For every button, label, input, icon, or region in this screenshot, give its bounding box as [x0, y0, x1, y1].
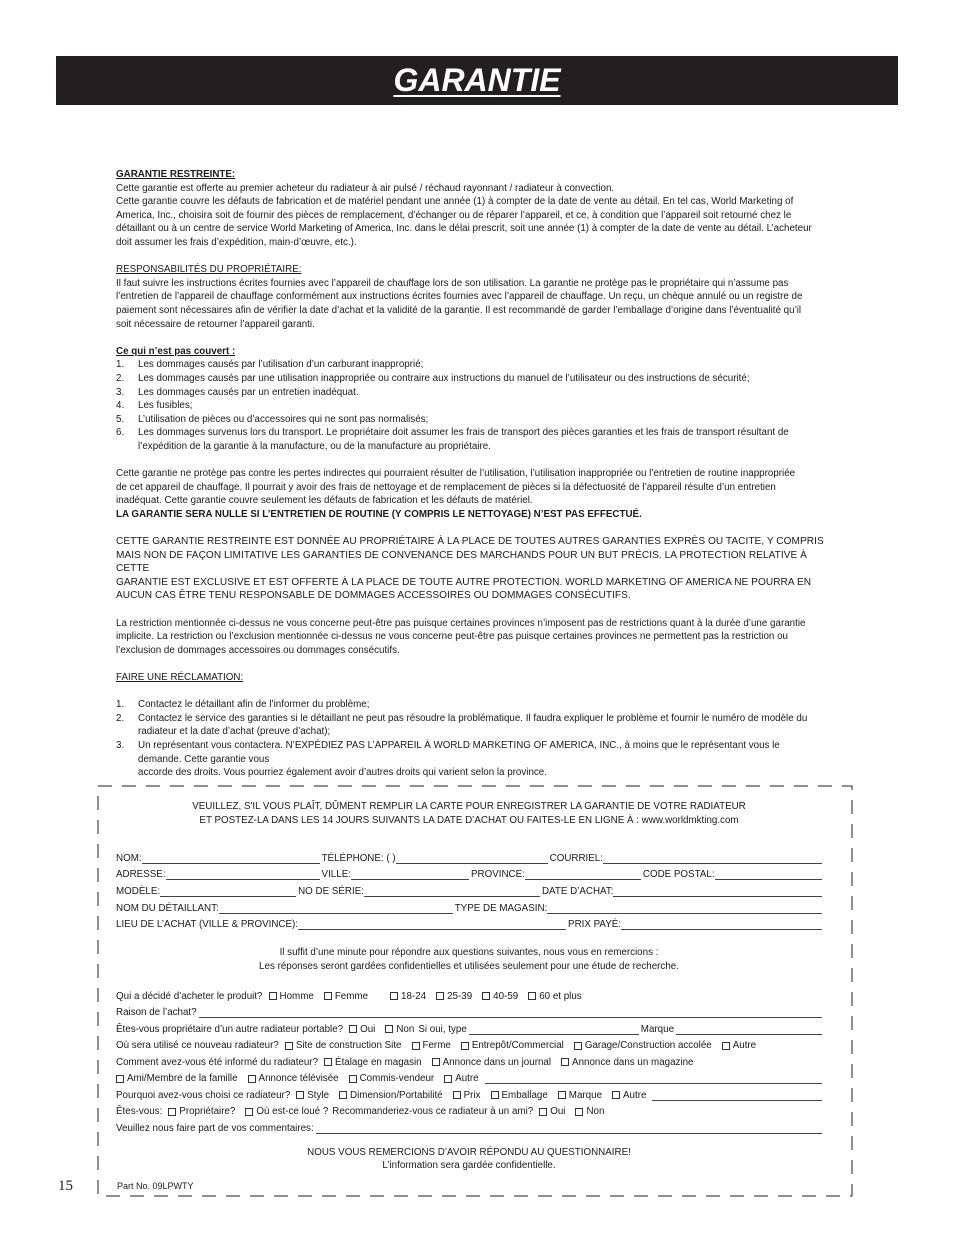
code-postal-label: CODE POSTAL: [642, 869, 715, 881]
checkbox[interactable] [432, 1058, 440, 1066]
responsabilites-line: l’entretien de l’appareil de chauffage conformément aux instructions écrites fournies avec l’appareil de chauffage. Un reçu, un chèque annulé ou un registre de [116, 291, 803, 303]
question-row [116, 1084, 822, 1101]
checkbox[interactable] [349, 1075, 357, 1083]
list-item: 2. Contactez le service des garanties si le détaillant ne peut pas résoudre la problématique. Il faudra expliquer le problème et fournir le numéro de modèle du radiateur et la date d’achat (preuve d’achat); [116, 712, 808, 738]
checkbox[interactable] [168, 1108, 176, 1116]
reclamation-heading: FAIRE UNE RÉCLAMATION: [116, 671, 244, 683]
warranty-text [116, 168, 826, 780]
checkbox-option[interactable]: Où est-ce loué ? [239, 1106, 328, 1117]
checkbox-option[interactable]: Autre [606, 1090, 646, 1101]
nullity-notice: LA GARANTIE SERA NULLE SI L’ENTRETIEN DE ROUTINE (Y COMPRIS LE NETTOYAGE) N’EST PAS EFFECTUÉ. [116, 508, 642, 520]
commentaires-field[interactable] [316, 1122, 822, 1134]
checkbox-option[interactable]: Annonce dans un journal [426, 1057, 551, 1068]
checkbox[interactable] [390, 992, 398, 1000]
nom-detaillant-label: NOM DU DÉTAILLANT: [116, 902, 219, 914]
province-field[interactable] [525, 868, 641, 880]
checkbox-option[interactable]: 25-39 [430, 991, 472, 1002]
type-magasin-label: TYPE DE MAGASIN: [454, 902, 548, 914]
checkbox-option[interactable]: Ami/Membre de la famille [110, 1073, 238, 1084]
checkbox-option[interactable]: Autre [716, 1040, 756, 1051]
list-item: 4. Les fusibles; [116, 400, 193, 412]
q2-label: Raison de l’achat? [116, 1007, 197, 1019]
checkbox[interactable] [296, 1091, 304, 1099]
form-row [116, 847, 822, 864]
adresse-label: ADRESSE: [116, 869, 166, 881]
checkbox[interactable] [248, 1075, 256, 1083]
q3-extra-label: Si oui, type [418, 1023, 467, 1035]
q3-marque-label: Marque [640, 1023, 675, 1035]
question-row [116, 1035, 822, 1052]
responsabilites-heading: RESPONSABILITÉS DU PROPRIÉTAIRE: [116, 264, 302, 276]
nom-label: NOM: [116, 852, 142, 864]
checkbox-option[interactable]: Propriétaire? [162, 1106, 235, 1117]
checkbox-option[interactable]: Annonce télévisée [242, 1073, 339, 1084]
pertes-line: inadéquat. Cette garantie couvre seulement les défauts de fabrication et les défauts de matériel. [116, 495, 533, 507]
checkbox[interactable] [574, 1042, 582, 1050]
checkbox[interactable] [285, 1042, 293, 1050]
checkbox-option[interactable]: Prix [447, 1090, 481, 1101]
checkbox[interactable] [412, 1042, 420, 1050]
checkbox-option[interactable]: Style [290, 1090, 329, 1101]
checkbox[interactable] [324, 1058, 332, 1066]
checkbox-option[interactable]: Dimension/Portabilité [333, 1090, 443, 1101]
exclusive-line: MAIS NON DE FAÇON LIMITATIVE LES GARANTIES DE CONVENANCE DES MARCHANDS POUR UN BUT PRÉCIS. LA PROTECTION RELATIVE À CETTE [116, 549, 807, 575]
part-number: Part No. 09LPWTY [117, 1181, 194, 1191]
list-item: 6. Les dommages survenus lors du transport. Le propriétaire doit assumer les frais de transport des pièces garanties et les frais de transport résultant de l’expédition de la garantie à la manufacture, ou de la manufacture au propriétaire. [116, 427, 789, 452]
registration-card [96, 778, 854, 1200]
thanks-line: L’information sera gardée confidentielle. [382, 1160, 556, 1172]
checkbox[interactable] [385, 1025, 393, 1033]
checkbox-option[interactable]: Oui [533, 1106, 565, 1117]
modele-field[interactable] [160, 885, 296, 897]
checkbox[interactable] [444, 1075, 452, 1083]
pertes-line: Cette garantie ne protège pas contre les pertes indirectes qui pourraient résulter de l’utilisation, l’utilisation inappropriée ou l’entretien de routine inappropriée [116, 468, 796, 480]
date-achat-label: DATE D’ACHAT: [541, 885, 614, 897]
checkbox-option[interactable]: Site de construction Site [279, 1040, 402, 1051]
checkbox-option[interactable]: Étalage en magasin [318, 1057, 422, 1068]
autre-field[interactable] [485, 1072, 822, 1084]
checkbox-option[interactable]: Commis-vendeur [343, 1073, 435, 1084]
checkbox-option[interactable]: Entrepôt/Commercial [455, 1040, 564, 1051]
no-serie-label: NO DE SÉRIE: [298, 885, 364, 897]
prix-paye-field[interactable] [621, 918, 822, 930]
title-banner [56, 56, 898, 105]
type-magasin-field[interactable] [547, 902, 822, 914]
restriction-line: La restriction mentionnée ci-dessus ne vous concerne peut-être pas puisque certaines provinces n’imposent pas de restrictions quant à la durée d’une garantie [116, 617, 806, 629]
checkbox[interactable] [539, 1108, 547, 1116]
restriction-line: implicite. La restriction ou l’exclusion mentionnée ci-dessus ne vous concerne peut-être pas puisque certaines provinces ne permettent pas la restriction ou [116, 631, 788, 643]
checkbox[interactable] [575, 1108, 583, 1116]
restreinte-line: Cette garantie est offerte au premier acheteur du radiateur à air pulsé / réchaud rayonnant / radiateur à convection. [116, 182, 615, 194]
checkbox[interactable] [324, 992, 332, 1000]
exclusive-line: GARANTIE EST EXCLUSIVE ET EST OFFERTE À LA PLACE DE TOUTE AUTRE PROTECTION. WORLD MARKETING OF AMERICA NE POURRA EN [116, 576, 812, 588]
checkbox[interactable] [453, 1091, 461, 1099]
lieu-achat-field[interactable] [298, 918, 566, 930]
courriel-label: COURRIEL: [549, 852, 603, 864]
province-label: PROVINCE: [470, 869, 525, 881]
checkbox[interactable] [722, 1042, 730, 1050]
survey-intro-line: Les réponses seront gardées confidentielles et utilisées seulement pour une étude de recherche. [259, 960, 679, 972]
form-row [116, 864, 822, 881]
ville-field[interactable] [351, 868, 469, 880]
list-item: 1. Les dommages causés par l’utilisation d’un carburant inapproprié; [116, 359, 424, 371]
restreinte-line: détaillant ou à un centre de service World Marketing of America, Inc. dans le délai prescrit, soit une année (1) à compter de la date de vente au détail. L’acheteur [116, 223, 812, 235]
restreinte-heading: GARANTIE RESTREINTE: [116, 169, 236, 180]
question-row [116, 1117, 822, 1134]
checkbox[interactable] [528, 992, 536, 1000]
q3-label: Êtes-vous propriétaire d’un autre radiateur portable? [116, 1023, 344, 1035]
question-row [116, 1101, 822, 1118]
restreinte-line: America, Inc., choisira soit de fournir des pièces de remplacement, d’échanger ou de réparer l’appareil, et ce, à condition que l’appareil soit retourné chez le [116, 209, 792, 221]
telephone-field[interactable] [396, 852, 548, 864]
checkbox[interactable] [491, 1091, 499, 1099]
form-row [116, 914, 822, 931]
checkbox-option[interactable]: 40-59 [476, 991, 518, 1002]
checkbox[interactable] [436, 992, 444, 1000]
list-item: accorde des droits. Vous pourriez également avoir d’autres droits qui varient selon la province. [138, 767, 547, 779]
non-couvert-heading: Ce qui n’est pas couvert : [116, 345, 236, 357]
pertes-line: de cet appareil de chauffage. Il pourrait y avoir des frais de nettoyage et de remplacement de pièces si la défectuosité de l’appareil résulte d’un entretien [116, 481, 776, 493]
list-item: 3. Les dommages causés par un entretien inadéquat. [116, 386, 359, 398]
list-item: 5. L’utilisation de pièces ou d’accessoires qui ne sont pas normalisés; [116, 413, 429, 425]
form-row [116, 897, 822, 914]
checkbox-option[interactable]: Homme [263, 991, 314, 1002]
checkbox-option[interactable]: Non [569, 1106, 604, 1117]
marque-field[interactable] [676, 1023, 822, 1035]
checkbox[interactable] [561, 1058, 569, 1066]
lieu-achat-label: LIEU DE L’ACHAT (VILLE & PROVINCE): [116, 919, 299, 931]
checkbox[interactable] [269, 992, 277, 1000]
nom-field[interactable] [142, 852, 320, 864]
checkbox-option[interactable]: Annonce dans un magazine [555, 1057, 693, 1068]
nom-detaillant-field[interactable] [219, 902, 453, 914]
adresse-field[interactable] [166, 868, 320, 880]
ville-label: VILLE: [321, 869, 351, 881]
card-intro-line: ET POSTEZ-LA DANS LES 14 JOURS SUIVANTS LA DATE D’ACHAT OU FAITES-LE EN LIGNE À : www.worldmkting.com [199, 814, 739, 826]
page-title: GARANTIE [393, 62, 561, 98]
exclusive-line: CETTE GARANTIE RESTREINTE EST DONNÉE AU PROPRIÉTAIRE À LA PLACE DE TOUTES AUTRES GARANTIES EXPRÈS OU TACITE, Y COMPRIS [116, 536, 824, 548]
responsabilites-line: Il faut suivre les instructions écrites fournies avec l’appareil de chauffage lors de son utilisation. La garantie ne protège pas le propriétaire qui n’assume pas [116, 277, 789, 289]
courriel-field[interactable] [603, 852, 822, 864]
exclusive-line: AUCUN CAS ÊTRE TENU RESPONSABLE DE DOMMAGES ACCESSOIRES OU DOMMAGES CONSÉCUTIFS. [116, 590, 631, 602]
q7-mid-label: Recommanderiez-vous ce radiateur à un ami? [332, 1106, 534, 1118]
modele-label: MODÈLE: [116, 885, 161, 897]
checkbox-option[interactable]: Garage/Construction accolée [568, 1040, 712, 1051]
question-row [116, 1002, 822, 1019]
responsabilites-line: soit nécessaire de retourner l’appareil garanti. [116, 318, 315, 330]
q4-label: Où sera utilisé ce nouveau radiateur? [116, 1040, 279, 1052]
checkbox-option[interactable]: Femme [318, 991, 368, 1002]
question-row [116, 1018, 822, 1035]
date-achat-field[interactable] [613, 885, 822, 897]
question-row [116, 1068, 822, 1085]
checkbox[interactable] [461, 1042, 469, 1050]
survey-intro-line: Il suffit d’une minute pour répondre aux questions suivantes, nous vous en remercions : [279, 947, 659, 959]
checkbox-option[interactable]: 60 et plus [522, 991, 581, 1002]
restreinte-line: doit assumer les frais d’expédition, main-d’œuvre, etc.). [116, 236, 357, 248]
prix-paye-label: PRIX PAYÉ: [568, 919, 622, 931]
checkbox[interactable] [612, 1091, 620, 1099]
checkbox-option[interactable]: Autre [438, 1073, 478, 1084]
question-row [116, 1051, 822, 1068]
checkbox[interactable] [339, 1091, 347, 1099]
q7-label: Êtes-vous: [116, 1106, 163, 1118]
checkbox-option[interactable]: Emballage [485, 1090, 548, 1101]
list-item: 3. Un représentant vous contactera. N’EXPÉDIEZ PAS L’APPAREIL À WORLD MARKETING OF AMERICA, INC., à moins que le représentant vous le demande. Cette garantie vous [116, 739, 780, 765]
q5-label: Comment avez-vous été informé du radiateur? [116, 1056, 319, 1068]
non-couvert-list [116, 358, 826, 453]
restreinte-line: Cette garantie couvre les défauts de fabrication et de matériel pendant une année (1) à compter de la date de vente au détail. En tel cas, World Marketing of [116, 196, 794, 208]
page-number: 15 [58, 1178, 73, 1194]
question-row [116, 985, 822, 1002]
thanks-line: NOUS VOUS REMERCIONS D’AVOIR RÉPONDU AU QUESTIONNAIRE! [307, 1146, 631, 1158]
telephone-label: TÉLÉPHONE: ( ) [321, 852, 396, 864]
checkbox[interactable] [349, 1025, 357, 1033]
q6-label: Pourquoi avez-vous choisi ce radiateur? [116, 1089, 291, 1101]
q8-label: Veuillez nous faire part de vos commentaires: [116, 1122, 314, 1134]
reclamation-list [116, 698, 826, 780]
list-item: 1. Contactez le détaillant afin de l’informer du problème; [116, 699, 370, 711]
raison-field[interactable] [199, 1006, 822, 1018]
checkbox-option[interactable]: 18-24 [384, 991, 426, 1002]
responsabilites-line: paiement sont nécessaires afin de vérifier la date d’achat et la validité de la garantie. Il est recommandé de garder l’emballage d’origine dans l’éventualité qu’il [116, 304, 802, 316]
form-row [116, 880, 822, 897]
no-serie-field[interactable] [364, 885, 540, 897]
checkbox-option[interactable]: Marque [552, 1090, 602, 1101]
restriction-line: l’exclusion de dommages accessoires ou dommages consécutifs. [116, 644, 400, 656]
type-field[interactable] [469, 1023, 639, 1035]
checkbox-option[interactable]: Ferme [406, 1040, 451, 1051]
list-item: 2. Les dommages causés par une utilisation inappropriée ou contraire aux instructions du manuel de l’utilisateur ou des instructions de sécurité; [116, 372, 750, 384]
checkbox[interactable] [245, 1108, 253, 1116]
checkbox-option[interactable]: Non [379, 1024, 414, 1035]
autre-field[interactable] [652, 1089, 822, 1101]
checkbox-option[interactable]: Oui [343, 1024, 375, 1035]
card-intro-line: VEUILLEZ, S'IL VOUS PLAÎT, DÛMENT REMPLIR LA CARTE POUR ENREGISTRER LA GARANTIE DE VOTRE RADIATEUR [192, 801, 746, 812]
q1-label: Qui a décidé d’acheter le produit? [116, 990, 263, 1002]
checkbox[interactable] [558, 1091, 566, 1099]
checkbox[interactable] [482, 992, 490, 1000]
code-postal-field[interactable] [715, 868, 822, 880]
checkbox[interactable] [116, 1075, 124, 1083]
